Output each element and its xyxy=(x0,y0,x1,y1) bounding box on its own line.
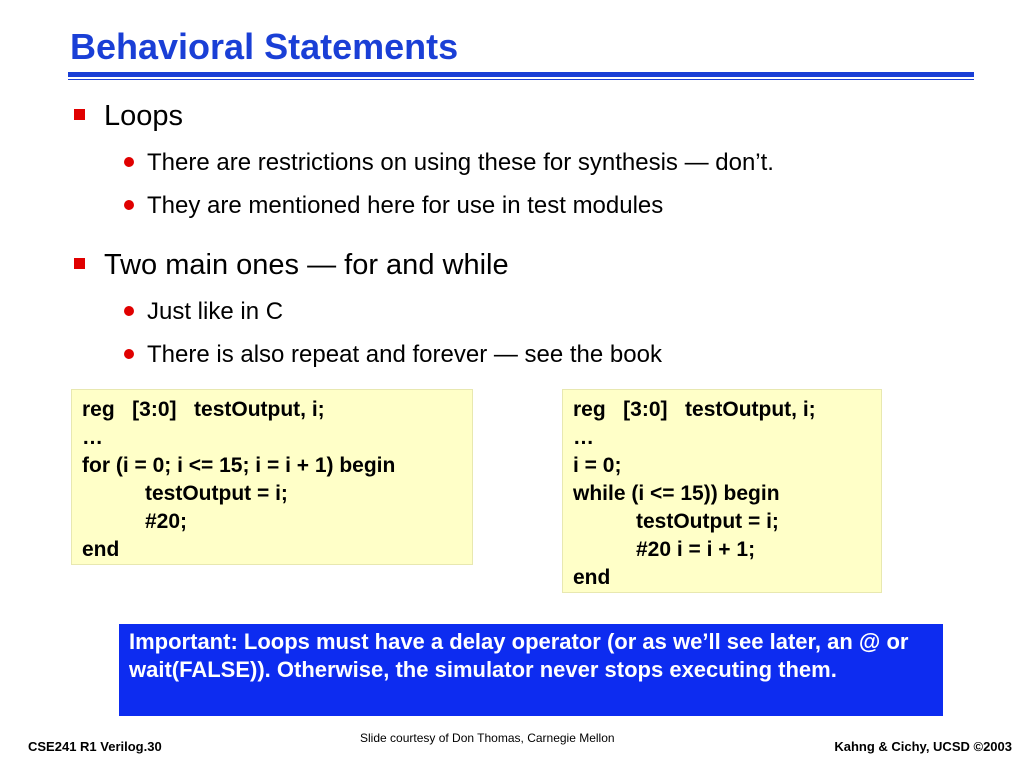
code-line: reg [3:0] testOutput, i; xyxy=(82,398,325,421)
round-bullet-icon xyxy=(124,306,134,316)
code-line: i = 0; xyxy=(573,454,622,477)
code-line: testOutput = i; xyxy=(145,482,288,505)
square-bullet-icon xyxy=(74,258,85,269)
sub-bullet-text: There are restrictions on using these for synthesis — don’t. xyxy=(147,149,774,176)
important-note: Important: Loops must have a delay operator (or as we’ll see later, an @ or wait(FALSE)). Otherwise, the simulator never stops executing them. xyxy=(119,624,943,716)
sub-bullet-text: Just like in C xyxy=(147,298,284,325)
code-line: testOutput = i; xyxy=(636,510,779,533)
code-box-for-loop xyxy=(71,389,473,565)
title-underline-thick xyxy=(68,72,974,77)
code-box-while-loop xyxy=(562,389,882,593)
square-bullet-icon xyxy=(74,109,85,120)
sub-bullet-text: They are mentioned here for use in test modules xyxy=(147,192,664,219)
code-line: … xyxy=(82,426,103,449)
code-line: #20; xyxy=(145,510,188,533)
round-bullet-icon xyxy=(124,157,134,167)
code-line: reg [3:0] testOutput, i; xyxy=(573,398,816,421)
sub-bullet-text: There is also repeat and forever — see the book xyxy=(147,341,662,368)
footer-copyright: Kahng & Cichy, UCSD ©2003 xyxy=(834,739,1012,754)
code-line: end xyxy=(573,566,611,589)
footer-course: CSE241 R1 Verilog.30 xyxy=(28,739,162,754)
code-line: end xyxy=(82,538,120,561)
footer-credit: Slide courtesy of Don Thomas, Carnegie Mellon xyxy=(360,731,615,745)
code-line: for (i = 0; i <= 15; i = i + 1) begin xyxy=(82,454,396,477)
round-bullet-icon xyxy=(124,200,134,210)
title-underline-thin xyxy=(68,79,974,80)
round-bullet-icon xyxy=(124,349,134,359)
code-line: while (i <= 15)) begin xyxy=(573,482,780,505)
code-line: … xyxy=(573,426,594,449)
slide-title: Behavioral Statements xyxy=(70,26,459,67)
bullet-text: Two main ones — for and while xyxy=(104,249,509,281)
code-line: #20 i = i + 1; xyxy=(636,538,756,561)
bullet-text: Loops xyxy=(104,100,184,132)
